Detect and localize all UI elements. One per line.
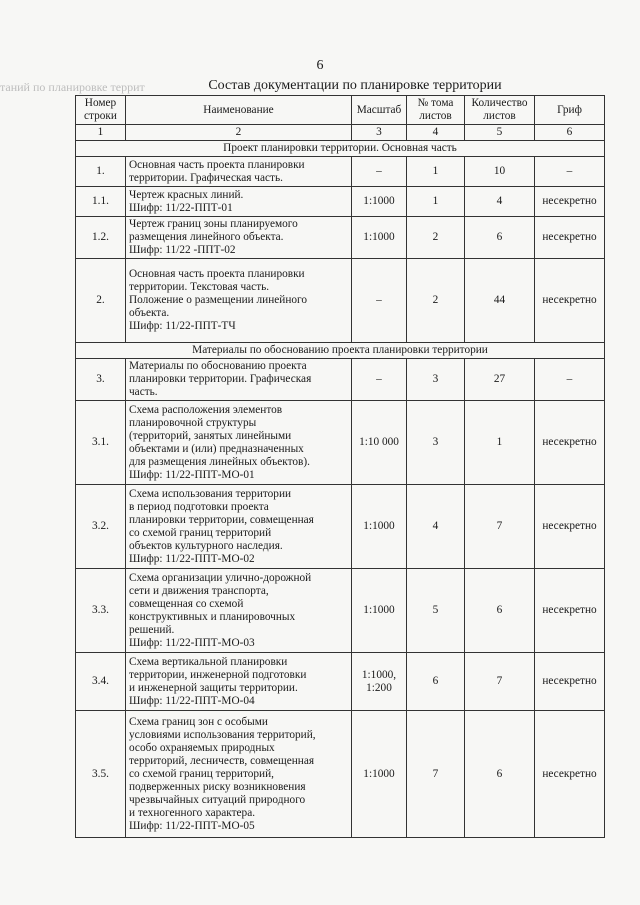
page-number: 6 <box>316 58 324 73</box>
classification-cell: несекретно <box>535 217 605 259</box>
name-line: (территорий, занятых линейными <box>129 429 292 442</box>
section-header-row <box>76 141 605 157</box>
name-line: чрезвычайных ситуаций природного <box>129 793 306 806</box>
table-row <box>76 157 605 187</box>
name-line: Шифр: 11/22-ППТ-МО-03 <box>129 636 255 649</box>
name-line: Схема вертикальной планировки <box>129 655 288 668</box>
classification-cell: несекретно <box>535 653 605 711</box>
name-cell <box>126 485 352 569</box>
scale-cell: 1:1000 <box>352 187 407 217</box>
name-line: Шифр: 11/22-ППТ-МО-02 <box>129 552 255 565</box>
header-volume: № тома листов <box>407 96 465 125</box>
column-number: 1 <box>76 125 126 141</box>
volume-cell: 3 <box>407 401 465 485</box>
header-name: Наименование <box>126 96 352 125</box>
header-sheets: Количество листов <box>465 96 535 125</box>
name-line: территории. Графическая часть. <box>129 171 283 184</box>
name-line: Схема расположения элементов <box>129 403 283 416</box>
sheets-cell: 6 <box>465 711 535 838</box>
name-line: Чертеж красных линий. <box>129 188 244 201</box>
row-number-cell: 3. <box>76 359 126 401</box>
volume-cell: 7 <box>407 711 465 838</box>
table-row <box>76 653 605 711</box>
table-row <box>76 187 605 217</box>
row-number-cell: 3.4. <box>76 653 126 711</box>
name-cell <box>126 217 352 259</box>
sheets-cell: 4 <box>465 187 535 217</box>
table-row <box>76 401 605 485</box>
name-line: объекта. <box>129 307 170 319</box>
name-line: Шифр: 11/22-ППТ-ТЧ <box>129 320 236 332</box>
section-header-row <box>76 343 605 359</box>
volume-cell: 1 <box>407 187 465 217</box>
volume-cell: 2 <box>407 259 465 343</box>
name-line: планировки территории, совмещенная <box>129 513 314 526</box>
row-number-cell: 3.1. <box>76 401 126 485</box>
name-line: планировки территории. Графическая <box>129 373 312 385</box>
column-number-row <box>76 125 605 141</box>
name-line: условиями использования территорий, <box>129 728 316 741</box>
table-header-row <box>76 96 605 125</box>
header-classification: Гриф <box>535 96 605 125</box>
section-title: Проект планировки территории. Основная часть <box>76 141 605 157</box>
header-row-number: Номер строки <box>76 96 126 125</box>
name-line: территории, инженерной подготовки <box>129 668 307 681</box>
name-line: размещения линейного объекта. <box>129 231 284 243</box>
bleed-through-text: таний по планировке террит <box>0 80 145 94</box>
sheets-cell: 6 <box>465 217 535 259</box>
name-line: особо охраняемых природных <box>129 741 275 754</box>
name-cell <box>126 401 352 485</box>
name-line: Материалы по обоснованию проекта <box>129 360 307 372</box>
section-title: Материалы по обоснованию проекта планировки территории <box>76 343 605 359</box>
classification-cell: несекретно <box>535 711 605 838</box>
column-number: 4 <box>407 125 465 141</box>
classification-cell: несекретно <box>535 187 605 217</box>
name-line: Шифр: 11/22-ППТ-МО-05 <box>129 819 255 832</box>
table-row <box>76 359 605 401</box>
name-line: Основная часть проекта планировки <box>129 158 305 171</box>
column-number: 5 <box>465 125 535 141</box>
classification-cell: несекретно <box>535 259 605 343</box>
name-line: Шифр: 11/22-ППТ-МО-04 <box>129 694 255 707</box>
name-line: Основная часть проекта планировки <box>129 268 305 280</box>
name-line: со схемой границ территорий, <box>129 767 274 780</box>
name-cell <box>126 259 352 343</box>
volume-cell: 5 <box>407 569 465 653</box>
name-line: территории. Текстовая часть. <box>129 281 270 293</box>
scale-cell: – <box>352 259 407 343</box>
column-number: 6 <box>535 125 605 141</box>
classification-cell: несекретно <box>535 485 605 569</box>
volume-cell: 6 <box>407 653 465 711</box>
sheets-cell: 7 <box>465 653 535 711</box>
volume-cell: 2 <box>407 217 465 259</box>
name-cell <box>126 157 352 187</box>
document-title: Состав документации по планировке территории <box>208 78 502 93</box>
name-line: совмещенная со схемой <box>129 597 244 610</box>
classification-cell: несекретно <box>535 401 605 485</box>
scale-cell: 1:1000 <box>352 485 407 569</box>
row-number-cell: 1. <box>76 157 126 187</box>
name-line: Схема организации улично-дорожной <box>129 571 312 584</box>
row-number-cell: 3.5. <box>76 711 126 838</box>
scale-cell: 1:1000, 1:200 <box>352 653 407 711</box>
sheets-cell: 10 <box>465 157 535 187</box>
scale-cell: 1:1000 <box>352 569 407 653</box>
column-number: 3 <box>352 125 407 141</box>
classification-cell: – <box>535 359 605 401</box>
name-cell <box>126 187 352 217</box>
documentation-table <box>75 95 605 838</box>
name-line: территорий, лесничеств, совмещенная <box>129 754 315 767</box>
row-number-cell: 3.3. <box>76 569 126 653</box>
classification-cell: – <box>535 157 605 187</box>
row-number-cell: 2. <box>76 259 126 343</box>
name-line: объектов культурного наследия. <box>129 539 283 552</box>
sheets-cell: 27 <box>465 359 535 401</box>
row-number-cell: 1.2. <box>76 217 126 259</box>
name-line: решений. <box>129 623 175 636</box>
scale-cell: 1:10 000 <box>352 401 407 485</box>
name-line: и инженерной защиты территории. <box>129 681 298 694</box>
name-line: для размещения линейных объектов). <box>129 455 310 468</box>
scale-cell: 1:1000 <box>352 711 407 838</box>
name-line: и техногенного характера. <box>129 806 256 819</box>
classification-cell: несекретно <box>535 569 605 653</box>
name-line: в период подготовки проекта <box>129 500 269 513</box>
table-row <box>76 485 605 569</box>
row-number-cell: 1.1. <box>76 187 126 217</box>
name-line: подверженных риску возникновения <box>129 780 306 793</box>
name-line: планировочной структуры <box>129 416 257 429</box>
table-row <box>76 259 605 343</box>
name-line: Схема использования территории <box>129 487 292 500</box>
name-line: со схемой границ территорий <box>129 526 272 539</box>
name-cell <box>126 653 352 711</box>
scale-cell: – <box>352 359 407 401</box>
scale-cell: – <box>352 157 407 187</box>
volume-cell: 4 <box>407 485 465 569</box>
sheets-cell: 44 <box>465 259 535 343</box>
header-scale: Масштаб <box>352 96 407 125</box>
table-row <box>76 569 605 653</box>
sheets-cell: 1 <box>465 401 535 485</box>
scale-cell: 1:1000 <box>352 217 407 259</box>
name-line: Положение о размещении линейного <box>129 294 308 306</box>
row-number-cell: 3.2. <box>76 485 126 569</box>
name-line: конструктивных и планировочных <box>129 610 296 623</box>
name-line: часть. <box>129 386 158 398</box>
sheets-cell: 7 <box>465 485 535 569</box>
name-line: Схема границ зон с особыми <box>129 715 268 728</box>
volume-cell: 3 <box>407 359 465 401</box>
name-cell <box>126 569 352 653</box>
name-line: Чертеж границ зоны планируемого <box>129 218 298 230</box>
name-cell <box>126 711 352 838</box>
volume-cell: 1 <box>407 157 465 187</box>
name-cell <box>126 359 352 401</box>
name-line: сети и движения транспорта, <box>129 584 269 597</box>
sheets-cell: 6 <box>465 569 535 653</box>
table-row <box>76 217 605 259</box>
name-line: Шифр: 11/22-ППТ-01 <box>129 201 233 214</box>
name-line: объектами и (или) предназначенных <box>129 442 304 455</box>
name-line: Шифр: 11/22 -ППТ-02 <box>129 244 236 256</box>
name-line: Шифр: 11/22-ППТ-МО-01 <box>129 468 255 481</box>
column-number: 2 <box>126 125 352 141</box>
table-row <box>76 711 605 838</box>
